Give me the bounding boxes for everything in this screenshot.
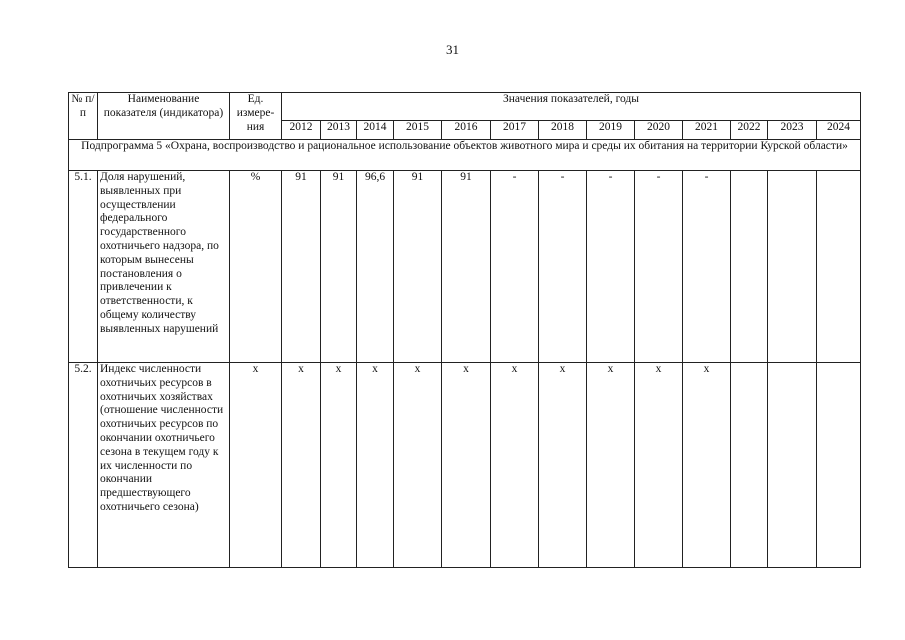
row-name: Индекс численности охотничьих ресурсов в охотничьих хозяйствах (отношение численности охотничьих ресурсов по окончании охотничьего сезона в текущем году к их численности по окончании предшествующего охотничьего сезона) bbox=[98, 363, 230, 568]
row-value bbox=[817, 171, 861, 363]
year-2014: 2014 bbox=[357, 121, 394, 140]
year-2020: 2020 bbox=[635, 121, 683, 140]
year-2013: 2013 bbox=[321, 121, 357, 140]
row-value: 91 bbox=[394, 171, 442, 363]
row-value: х bbox=[282, 363, 321, 568]
year-2018: 2018 bbox=[539, 121, 587, 140]
row-value bbox=[768, 363, 817, 568]
row-name: Доля нарушений, выявленных при осуществлении федерального государственного охотничьего надзора, по которым вынесены постановления о привлечении к ответственности, к общему количеству выявленных нарушений bbox=[98, 171, 230, 363]
header-row bbox=[69, 93, 861, 121]
subprogram-title: Подпрограмма 5 «Охрана, воспроизводство и рациональное использование объектов животного мира и среды их обитания на территории Курской области» bbox=[69, 140, 861, 171]
row-value: - bbox=[635, 171, 683, 363]
row-value bbox=[731, 171, 768, 363]
row-num: 5.1. bbox=[69, 171, 98, 363]
row-value: - bbox=[683, 171, 731, 363]
row-value: х bbox=[321, 363, 357, 568]
row-value: х bbox=[357, 363, 394, 568]
row-unit: х bbox=[230, 363, 282, 568]
row-value: х bbox=[539, 363, 587, 568]
row-value: 96,6 bbox=[357, 171, 394, 363]
row-value: х bbox=[587, 363, 635, 568]
year-2016: 2016 bbox=[442, 121, 491, 140]
year-2024: 2024 bbox=[817, 121, 861, 140]
year-2012: 2012 bbox=[282, 121, 321, 140]
row-value: - bbox=[539, 171, 587, 363]
row-value: х bbox=[491, 363, 539, 568]
year-2022: 2022 bbox=[731, 121, 768, 140]
year-2019: 2019 bbox=[587, 121, 635, 140]
header-unit: Ед. измере-ния bbox=[230, 93, 282, 140]
table-row bbox=[69, 363, 861, 568]
indicators-table bbox=[68, 92, 861, 568]
row-value: - bbox=[587, 171, 635, 363]
row-value: 91 bbox=[442, 171, 491, 363]
row-value: 91 bbox=[282, 171, 321, 363]
row-value bbox=[731, 363, 768, 568]
year-2021: 2021 bbox=[683, 121, 731, 140]
year-2023: 2023 bbox=[768, 121, 817, 140]
header-name: Наименование показателя (индикатора) bbox=[98, 93, 230, 140]
row-value: х bbox=[683, 363, 731, 568]
year-2017: 2017 bbox=[491, 121, 539, 140]
row-value: х bbox=[442, 363, 491, 568]
subprogram-row bbox=[69, 140, 861, 171]
table-row bbox=[69, 171, 861, 363]
row-value bbox=[768, 171, 817, 363]
row-value: - bbox=[491, 171, 539, 363]
row-value: 91 bbox=[321, 171, 357, 363]
row-num: 5.2. bbox=[69, 363, 98, 568]
row-value bbox=[817, 363, 861, 568]
page-number: 31 bbox=[446, 42, 459, 57]
header-num: № п/п bbox=[69, 93, 98, 140]
row-unit: % bbox=[230, 171, 282, 363]
year-2015: 2015 bbox=[394, 121, 442, 140]
row-value: х bbox=[635, 363, 683, 568]
header-values: Значения показателей, годы bbox=[282, 93, 861, 121]
row-value: х bbox=[394, 363, 442, 568]
